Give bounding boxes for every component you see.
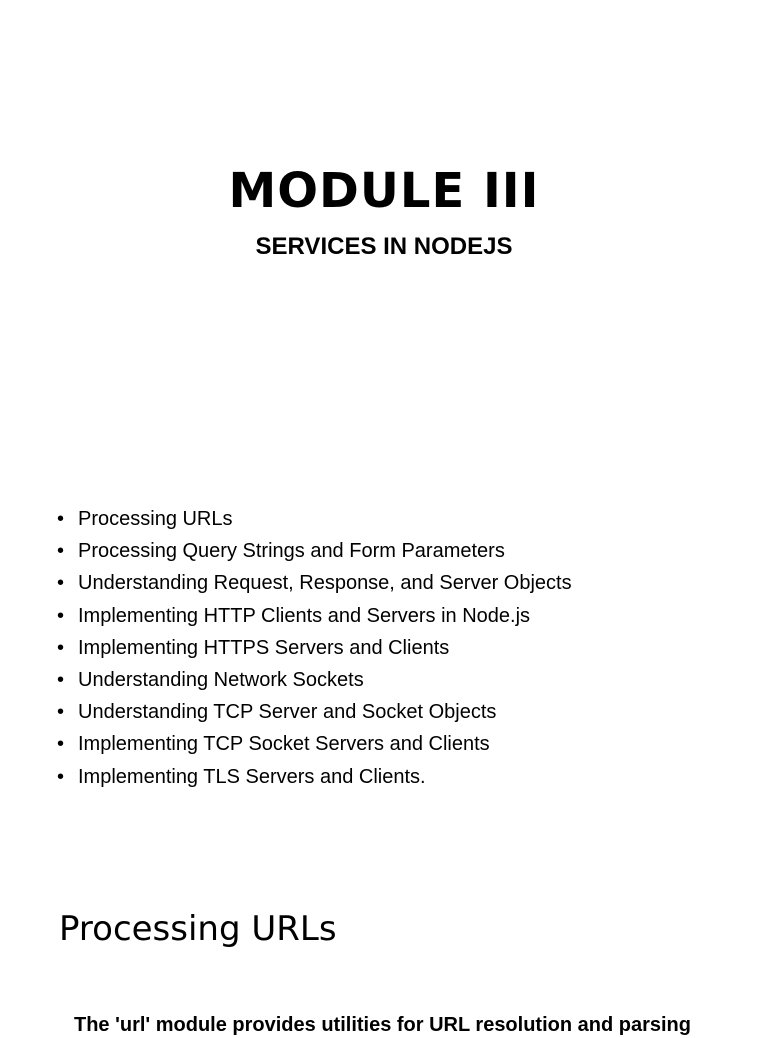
list-item-text: Implementing HTTP Clients and Servers in Node.js: [78, 604, 531, 627]
list-item: [57, 503, 572, 535]
list-item: [57, 761, 572, 793]
bullet-icon: •: [57, 765, 65, 788]
bullet-icon: •: [57, 701, 65, 724]
list-item-text: Implementing TLS Servers and Clients.: [78, 765, 426, 788]
list-item-text: Understanding Request, Response, and Server Objects: [78, 572, 572, 595]
bullet-icon: •: [57, 604, 65, 627]
section-paragraph: The 'url' module provides utilities for URL resolution and parsing: [74, 1014, 691, 1036]
list-item: [57, 600, 572, 632]
list-item-text: Processing Query Strings and Form Parameters: [78, 540, 505, 563]
list-item-text: Understanding Network Sockets: [78, 668, 364, 691]
list-item: [57, 632, 572, 664]
bullet-icon: •: [57, 540, 65, 563]
bullet-icon: •: [57, 733, 65, 756]
bullet-icon: •: [57, 668, 65, 691]
list-item-text: Implementing HTTPS Servers and Clients: [78, 636, 450, 659]
list-item: [57, 535, 572, 567]
section-heading: Processing URLs: [59, 909, 337, 949]
list-item-text: Implementing TCP Socket Servers and Clients: [78, 733, 490, 756]
list-item: [57, 567, 572, 599]
module-title: MODULE III: [228, 163, 540, 219]
bullet-icon: •: [57, 572, 65, 595]
module-subtitle: SERVICES IN NODEJS: [255, 233, 513, 260]
list-item: [57, 664, 572, 696]
topics-list: [57, 503, 572, 793]
bullet-icon: •: [57, 636, 65, 659]
list-item: [57, 696, 572, 728]
list-item: [57, 728, 572, 760]
list-item-text: Processing URLs: [78, 508, 233, 530]
bullet-icon: •: [57, 508, 65, 530]
list-item-text: Understanding TCP Server and Socket Objects: [78, 701, 497, 724]
